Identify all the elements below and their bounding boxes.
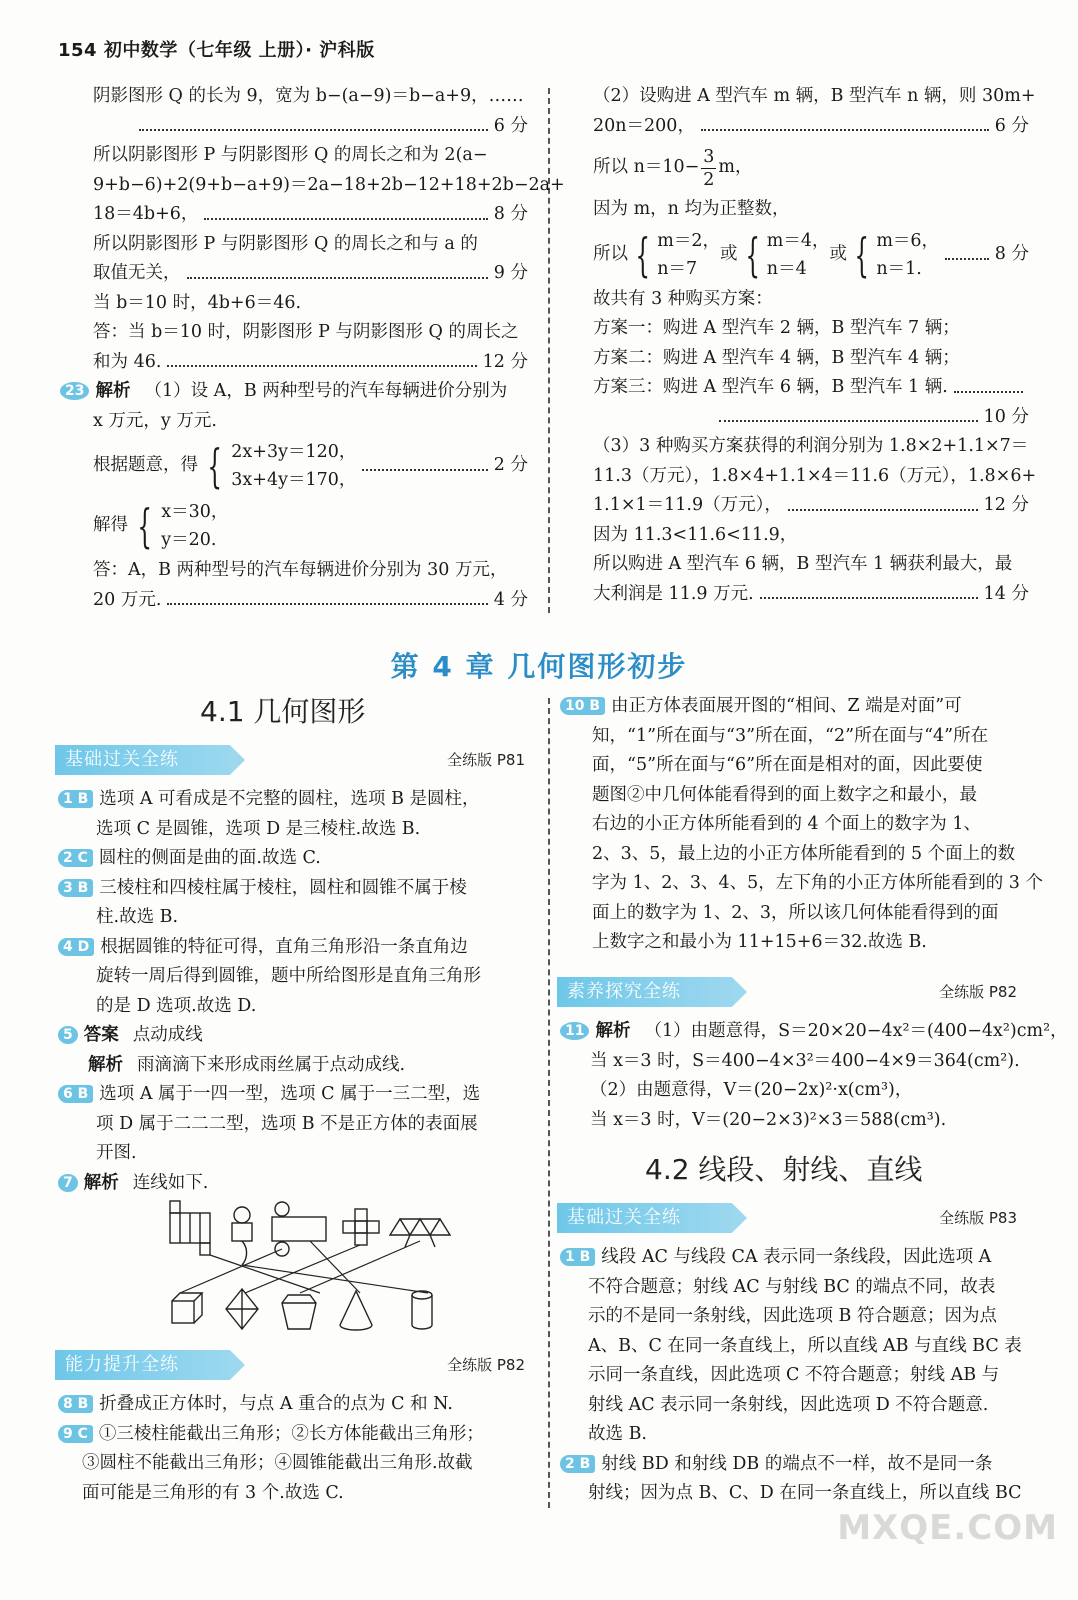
score-line: 方案三：购进 A 型汽车 6 辆，B 型汽车 1 辆. — [593, 373, 1029, 403]
solution-sets: 所以 { m＝2， n＝7 或 { m＝4， n＝4 或 { m＝6， n＝1. 8 分 — [593, 225, 1029, 285]
equation-system: 根据题意，得 { 2x+3y＝120， 3x+4y＝170， 2 分 — [60, 436, 528, 496]
question-number-badge: 10 B — [560, 697, 605, 715]
right-bottom-column-2: 1 B 线段 AC 与线段 CA 表示同一条线段，因此选项 A 不符合题意；射线 AC 与射线 BC 的端点不同，故表 示的不是同一条射线，因此选项 B 符合题意；因为点 A、B、C 在同一条直线上，所以直线 AB 与直线 BC 表 示同一条直线，因此选项 C 不符合题意；射线 AB 与 射线 AC 表示同一条射线，因此选项 D 不符合题意. 故选 B. 2 B 射线 BD 和射线 DB 的端点不一样，故不是同一条 射线；因为点 B、C、D 在同一条直线上，所以直线 BC — [560, 1243, 1030, 1509]
left-bottom-column-2: 8 B 折叠成正方体时，与点 A 重合的点为 C 和 N. 9 C ①三棱柱能截出三角形；②长方体能截出三角形； ③圆柱不能截出三角形；④圆锥能截出三角形.故截 面可能是三角形的有 3 个.故选 C. — [58, 1390, 528, 1508]
text-line: 柱.故选 B. — [96, 907, 179, 927]
practice-banner: 基础过关全练 全练版 P83 — [557, 1203, 1017, 1233]
question-number-badge: 7 — [58, 1174, 78, 1192]
score-line: 和为 46. 12 分 — [93, 351, 528, 372]
score-line: 6 分 — [93, 112, 528, 142]
cube-icon — [172, 1293, 202, 1323]
question-number-badge: 3 B — [58, 879, 93, 897]
text-line: ③圆柱不能截出三角形；④圆锥能截出三角形.故截 — [82, 1453, 473, 1473]
brace-icon: { — [635, 227, 650, 282]
text-line: 当 x＝3 时，S＝400−4×3²＝400−4×9＝364(cm²). — [590, 1050, 1020, 1071]
section-title-4-1: 4.1 几何图形 — [200, 695, 366, 728]
cone-icon — [340, 1291, 372, 1330]
text-line: 上数字之和最小为 11+15+6＝32.故选 B. — [592, 932, 927, 952]
text-line: 字为 1、2、3、4、5，左下角的小正方体所能看到的 3 个 — [592, 873, 1043, 893]
text-line: （1）设 A，B 两种型号的汽车每辆进价分别为 — [144, 381, 508, 401]
text-line: 题图②中几何体能看得到的面上数字之和最小，最 — [592, 784, 977, 805]
matching-diagram — [160, 1195, 460, 1335]
text-line: 面上的数字为 1、2、3，所以该几何体能看得到的面 — [592, 902, 999, 923]
score-line: 20n＝200， 6 分 — [593, 115, 1029, 136]
question-11: 11 解析 （1）由题意得，S＝20×20−4x²＝(400−4x²)cm²， 当 x＝3 时，S＝400−4×3²＝400−4×9＝364(cm²). （2）由题意得，V＝(20−2x)²·x(cm³)， 当 x＝3 时，V＝(20−2×3)²×3＝588(cm³). — [560, 1017, 1030, 1135]
question-number-badge: 6 B — [58, 1085, 93, 1103]
text-line: 旋转一周后得到圆锥，题中所给图形是直角三角形 — [96, 966, 481, 986]
prism-icon — [282, 1295, 316, 1329]
text-line: 射线 AC 表示同一条射线，因此选项 D 不符合题意. — [588, 1394, 989, 1415]
text-line: 面，“5”所在面与“6”所在面是相对的面，因此要使 — [592, 755, 983, 775]
text-line: 答：当 b＝10 时，阴影图形 P 与阴影图形 Q 的周长之 — [93, 322, 519, 342]
right-top-column — [593, 82, 1037, 609]
octahedron-icon — [226, 1289, 258, 1329]
score-line: 10 分 — [593, 403, 1029, 433]
text-line: 因为 11.3<11.6<11.9， — [593, 524, 798, 545]
analysis-label: 解析 — [95, 381, 131, 401]
text-line: 不符合题意；射线 AC 与射线 BC 的端点不同，故表 — [588, 1276, 996, 1297]
text-line: 所以阴影图形 P 与阴影图形 Q 的周长之和为 2(a− — [93, 145, 488, 165]
text-line: 的是 D 选项.故选 D. — [96, 995, 257, 1016]
section-title-4-2: 4.2 线段、射线、直线 — [645, 1153, 923, 1186]
text-line: 当 b＝10 时，4b+6＝46. — [93, 292, 302, 313]
question-number-badge: 1 B — [58, 790, 93, 808]
practice-banner: 能力提升全练 全练版 P82 — [55, 1350, 525, 1380]
practice-banner: 素养探究全练 全练版 P82 — [557, 977, 1017, 1007]
text-line: 故选 B. — [588, 1424, 647, 1444]
text-line: 所以购进 A 型汽车 6 辆，B 型汽车 1 辆获利最大，最 — [593, 554, 1013, 574]
column-divider-bottom — [548, 698, 550, 1508]
question-number-badge: 4 D — [58, 938, 94, 956]
text-line: 项 D 属于二二二型，选项 B 不是正方体的表面展 — [96, 1113, 478, 1134]
text-line: （2）设购进 A 型汽车 m 辆，B 型汽车 n 辆，则 30m+ — [593, 86, 1036, 106]
score-line: 20 万元. 4 分 — [93, 589, 528, 610]
fraction-line: 所以 n＝10− $\frac{3}{2}$ m， — [593, 146, 753, 190]
text-line: 故共有 3 种购买方案： — [593, 288, 773, 309]
left-top-column — [93, 82, 565, 377]
practice-banner: 基础过关全练 全练版 P81 — [55, 745, 525, 775]
watermark: MXQE.COM — [837, 1508, 1058, 1548]
question-number-badge: 11 — [560, 1022, 589, 1040]
question-23 — [60, 377, 528, 615]
text-line: 示同一条直线，因此选项 C 不符合题意；射线 AB 与 — [588, 1365, 1000, 1385]
net-3-icon — [272, 1202, 326, 1256]
right-bottom-column: 10 B 由正方体表面展开图的“相间、Z 端是对面”可 知，“1”所在面与“3”所在面，“2”所在面与“4”所在 面，“5”所在面与“6”所在面是相对的面，因此要使 题图②中几何体能看得到的面上数字之和最小，最 右边的小正方体所能看到的 4 个面上的数字为 1、 2、3、5，最上边的小正方体所能看到的 5 个面上的数 字为 1、2、3、4、5，左下角的小正方体所能看到的 3 个 面上的数字为 1、2、3，所以该几何体能看得到的面 上数字之和最小为 11+15+6＝32.故选 B. — [560, 692, 1030, 958]
question-number-badge: 5 — [58, 1026, 78, 1044]
text-line: 面可能是三角形的有 3 个.故选 C. — [82, 1482, 344, 1503]
text-line: 阴影图形 Q 的长为 9，宽为 b−(a−9)＝b−a+9，…… — [93, 86, 524, 106]
question-number-badge: 8 B — [58, 1395, 93, 1413]
net-5-icon — [390, 1219, 450, 1247]
fraction: $\frac{3}{2}$ — [703, 146, 715, 190]
question-number-badge: 2 B — [560, 1455, 595, 1473]
chapter-title: 第 4 章 几何图形初步 — [390, 650, 688, 683]
question-number-badge: 2 C — [58, 849, 93, 867]
net-1-icon — [170, 1201, 210, 1255]
text-line: 答：A，B 两种型号的汽车每辆进价分别为 30 万元， — [93, 560, 508, 580]
text-line: 选项 C 是圆锥，选项 D 是三棱柱.故选 B. — [96, 818, 421, 839]
text-line: 9+b−6)+2(9+b−a+9)＝2a−18+2b−12+18+2b−2a+ — [93, 174, 565, 195]
text-line: （2）由题意得，V＝(20−2x)²·x(cm³)， — [590, 1080, 913, 1100]
net-2-icon — [232, 1207, 252, 1265]
text-line: 当 x＝3 时，V＝(20−2×3)²×3＝588(cm³). — [590, 1109, 947, 1130]
text-line: 示的不是同一条射线，因此选项 B 符合题意；因为点 — [588, 1306, 997, 1326]
solution-system: 解得 { x＝30， y＝20. — [60, 496, 528, 556]
score-line: 1.1×1＝11.9（万元）， 12 分 — [593, 495, 1029, 515]
text-line: 因为 m，n 均为正整数， — [593, 199, 790, 219]
score-line: 18＝4b+6， 8 分 — [93, 204, 528, 224]
text-line: A、B、C 在同一条直线上，所以直线 AB 与直线 BC 表 — [588, 1335, 1022, 1356]
text-line: 方案二：购进 A 型汽车 4 辆，B 型汽车 4 辆； — [593, 347, 960, 368]
page-header: 154 初中数学（七年级 上册）· 沪科版 — [58, 40, 375, 61]
text-line: 开图. — [96, 1143, 137, 1163]
brace-icon: { — [137, 499, 152, 553]
text-line: 11.3（万元），1.8×4+1.1×4＝11.6（万元），1.8×6+ — [593, 465, 1037, 486]
text-line: 射线；因为点 B、C、D 在同一条直线上，所以直线 BC — [588, 1483, 1022, 1503]
question-number-badge: 9 C — [58, 1425, 93, 1443]
score-line: 取值无关， 9 分 — [93, 263, 528, 283]
text-line: 2、3、5，最上边的小正方体所能看到的 5 个面上的数 — [592, 843, 1016, 864]
left-bottom-column: 1 B 选项 A 可看成是不完整的圆柱，选项 B 是圆柱， 选项 C 是圆锥，选项 D 是三棱柱.故选 B. 2 C 圆柱的侧面是曲的面.故选 C. 3 B 三棱柱和四棱柱属于棱柱，圆柱和圆锥不属于棱 柱.故选 B. 4 D 根据圆锥的特征可得，直角三角形沿一条直角边 旋转一周后得到圆锥，题中所给图形是直角三角形 的是 D 选项.故选 D. 5 答案 点动成线 解析 雨滴滴下来形成雨丝属于点动成线. 6 B 选项 A 属于一四一型，选项 C 属于一三二型，选 项 D 属于二二二型，选项 B 不是正方体的表面展 开图. 7 解析 连线如下. — [58, 785, 528, 1198]
text-line: 知，“1”所在面与“3”所在面，“2”所在面与“4”所在 — [592, 725, 989, 746]
question-number-badge: 1 B — [560, 1248, 595, 1266]
text-line: 右边的小正方体所能看到的 4 个面上的数字为 1、 — [592, 814, 981, 834]
text-line: x 万元，y 万元. — [93, 410, 217, 431]
text-line: 所以阴影图形 P 与阴影图形 Q 的周长之和与 a 的 — [93, 233, 478, 254]
brace-icon: { — [744, 227, 760, 282]
cylinder-icon — [412, 1291, 432, 1329]
net-4-icon — [343, 1209, 379, 1245]
text-line: 方案一：购进 A 型汽车 2 辆，B 型汽车 7 辆； — [593, 318, 960, 338]
brace-icon: { — [207, 439, 222, 493]
text-line: （3）3 种购买方案获得的利润分别为 1.8×2+1.1×7＝ — [593, 436, 1029, 456]
column-divider-top — [548, 88, 550, 613]
question-number-badge: 23 — [60, 382, 89, 400]
brace-icon: { — [854, 227, 869, 282]
score-line: 大利润是 11.9 万元. 14 分 — [593, 583, 1029, 604]
